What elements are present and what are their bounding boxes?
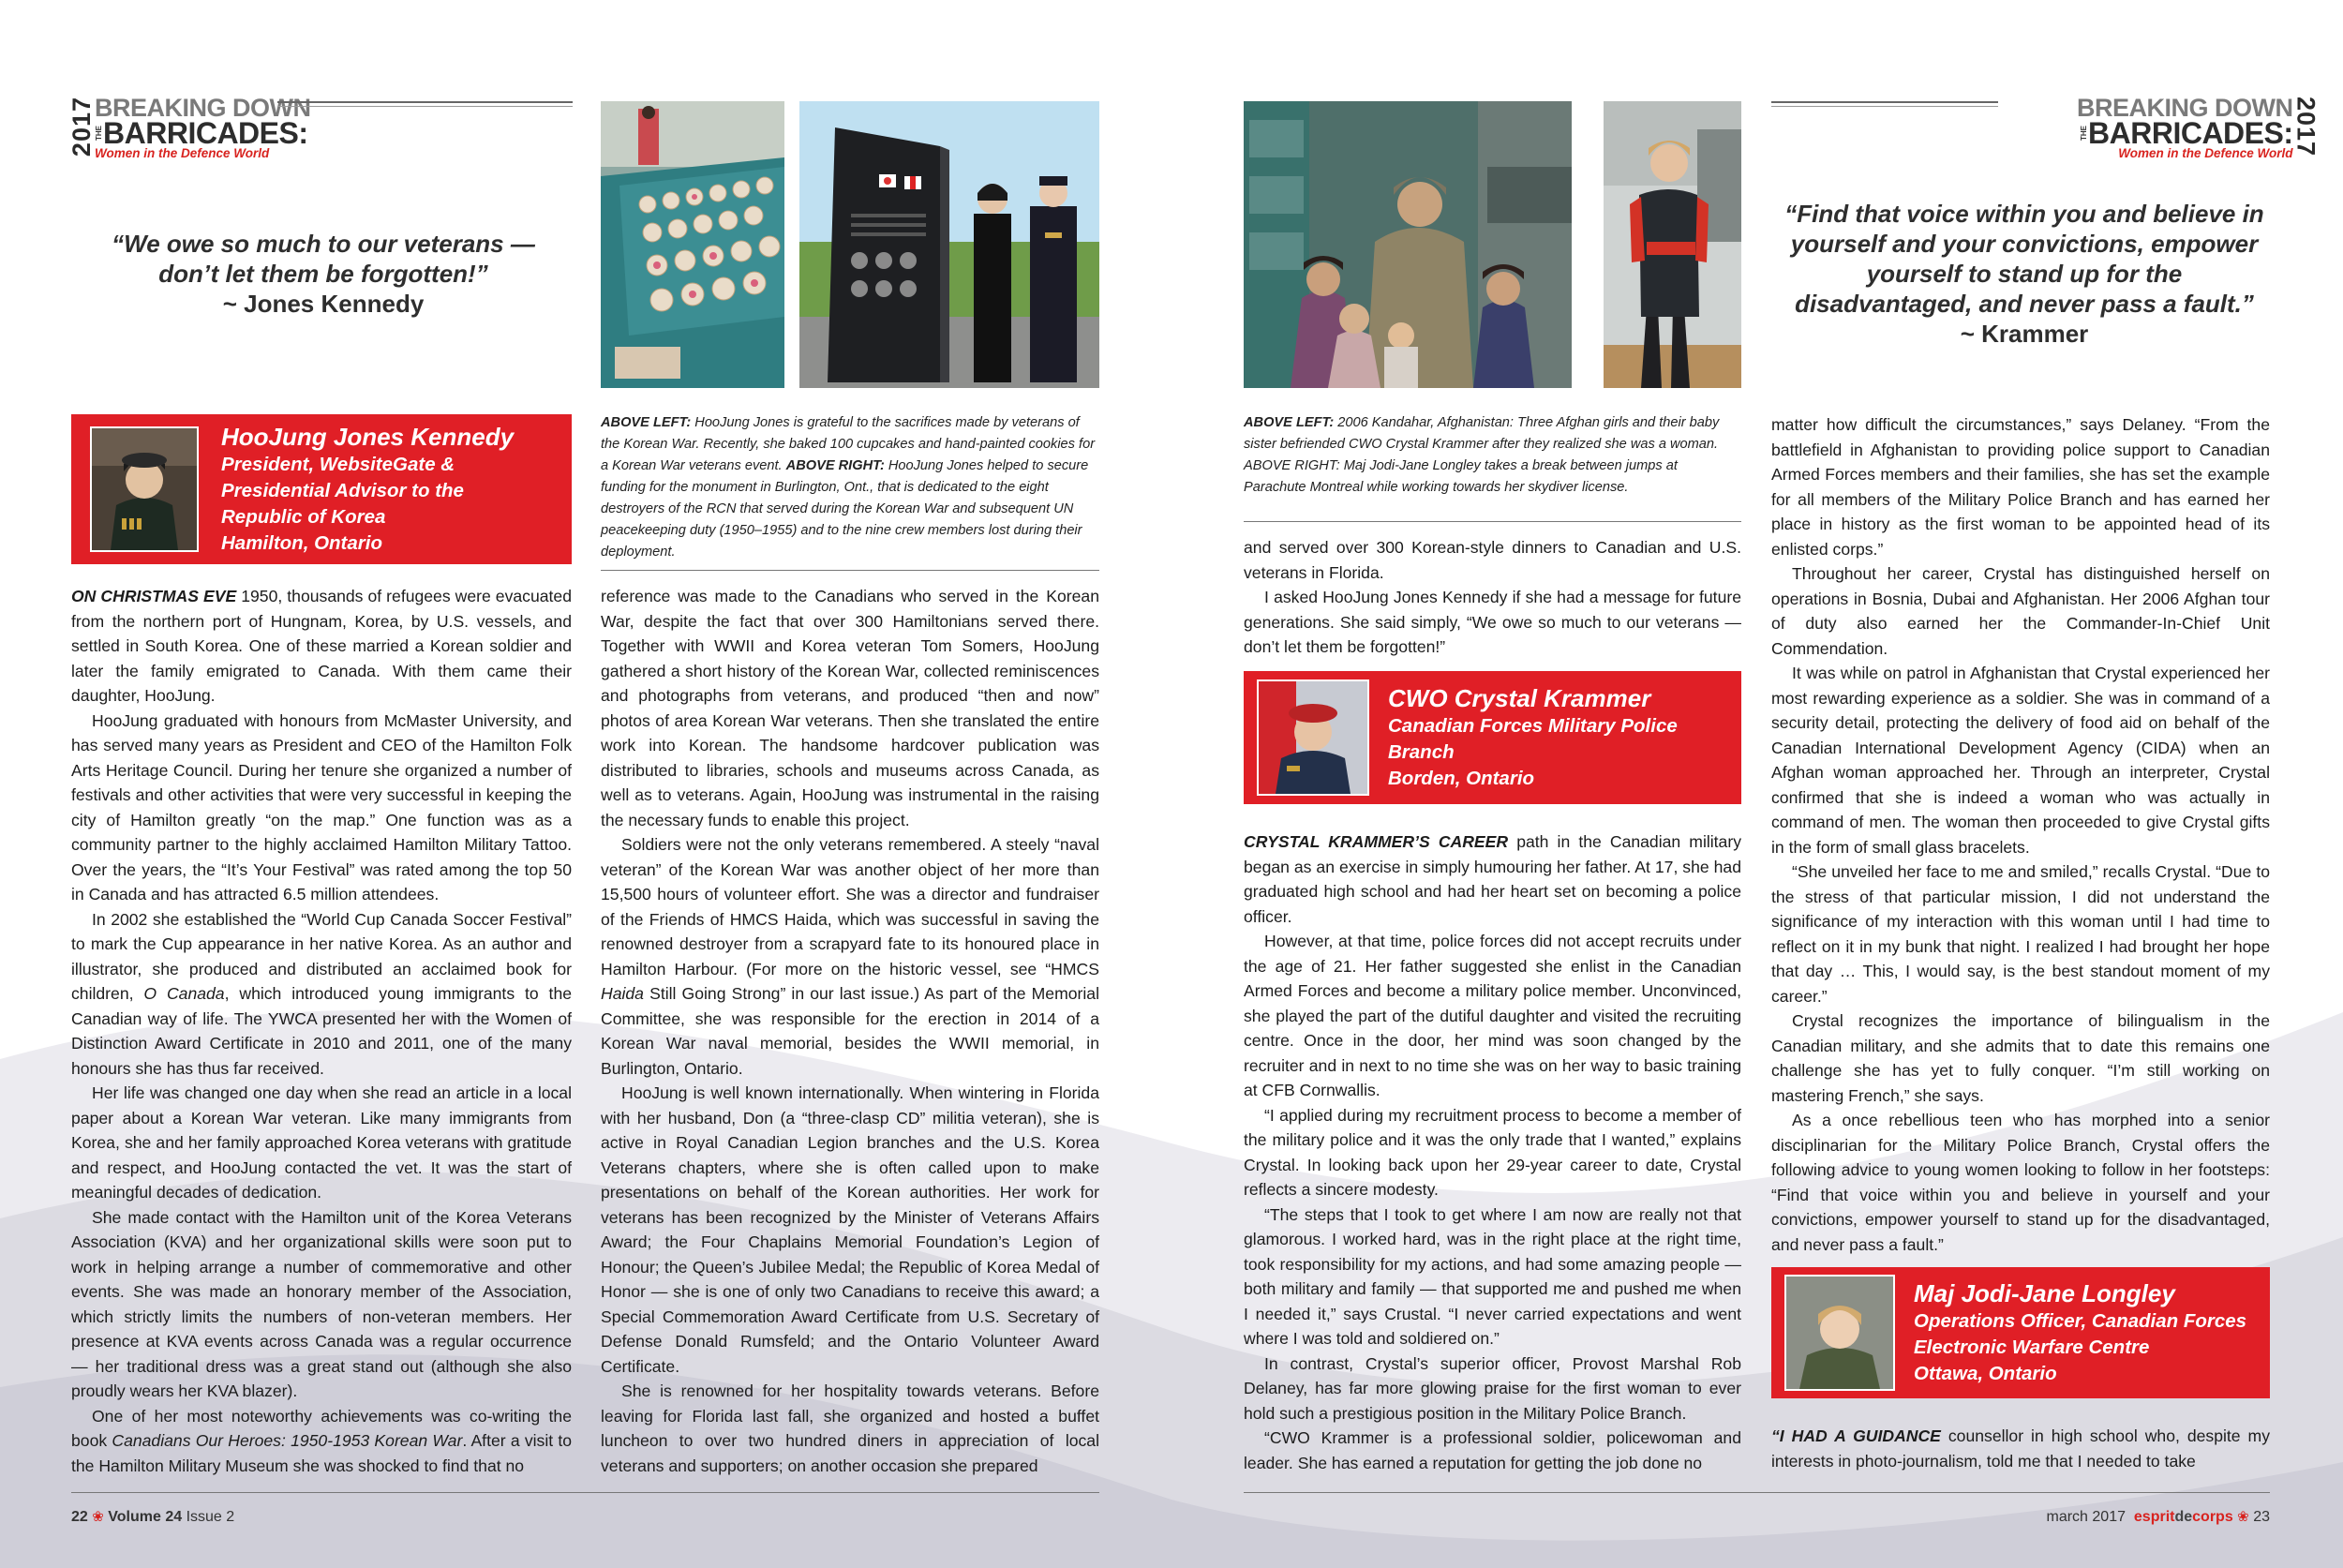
masthead-year-right: 2017 <box>2291 97 2321 157</box>
masthead-year: 2017 <box>67 97 96 157</box>
footer-rule-right <box>1244 1492 2270 1493</box>
footer-rule <box>71 1492 1099 1493</box>
masthead-rule-right <box>1771 101 1998 107</box>
avatar-longley <box>1784 1275 1895 1391</box>
pull-quote: “We owe so much to our veterans — don’t let them be forgotten!” ~ Jones Kennedy <box>94 229 553 319</box>
article-column-3: and served over 300 Korean-style dinners to Canadian and U.S. veterans in Florida. I asked HooJung Jones Kennedy if she had a message for future generations. She said simply, “We owe so much to our veterans — don’t let them be forgotten!” <box>1244 538 1741 656</box>
avatar-krammer <box>1257 679 1369 796</box>
avatar-hoojung <box>90 426 199 552</box>
profile-name-longley: Maj Jodi-Jane Longley <box>1914 1279 2175 1307</box>
article-column-4b: “I HAD A GUIDANCE counsellor in high school who, despite my interests in photo-journalism, told me that I needed to take <box>1771 1426 2270 1471</box>
magazine-brand: espritdecorps <box>2133 1509 2233 1525</box>
photo-monument <box>799 101 1099 388</box>
masthead-subtitle-right: Women in the Defence World <box>2118 146 2293 160</box>
right-page <box>1172 0 2343 1568</box>
pull-quote-attribution: ~ Jones Kennedy <box>222 290 425 318</box>
masthead-the-right: THE <box>2080 126 2088 141</box>
photo-cupcakes <box>601 101 784 388</box>
masthead-line1-right: BREAKING DOWN <box>2077 94 2293 122</box>
masthead-subtitle: Women in the Defence World <box>95 146 270 160</box>
article-column-4: matter how difficult the circumstances,” says Delaney. “From the battlefield in Afghanistan to providing police support to Canadian Armed Forces members and their families, she has set the example for all members of the Military Police Branch and has earned her place in history as the first woman to be appointed head of its enlisted corps.” Throughout her career, Crystal has distinguished herself on operations in Bosnia, Dubai and Afghanistan. Her 2006 Afghan tour of duty also earned her the Commander-In-Chief Unit Commendation. It was while on patrol in Afghanistan that Crystal experienced her most rewarding experience as a soldier. She was in command of a security detail, protecting the delivery of food aid on behalf of the Canadian International Development Agency (CIDA) when an Afghan woman approached her. Through an interpreter, Crystal confirmed that she is indeed a woman who was actually in command of men. The woman then proceeded to give Crystal gifts in the form of small glass bracelets. “She unveiled her face to me and smiled,” recalls Crystal. “Due to the stress of that particular mission, I did not understand the significance of my interaction with this woman until I had time to reflect on it in my bunk that night. I realized I had brought her hope that day … This, I would say, is the best standout moment of my career.” Crystal recognizes the importance of bilingualism in the Canadian military, and she admits that to date this remains one challenge she has yet to fully conquer. “I’m still working on mastering French,” she says. As a once rebellious teen who has morphed into a senior disciplinarian for the Military Police Branch, Crystal offers the following advice to young women looking to follow in her footsteps: “Find that voice within you and believe in yourself and your convictions, empower yourself to stand up for the disadvantaged, and never pass a fault.” <box>1771 415 2270 1254</box>
article-column-3b: CRYSTAL KRAMMER’S CAREER path in the Canadian military began as an exercise in simply humouring her father. At 17, she had graduated high school and had her heart set on becoming a police officer. However, at that time, police forces did not accept recruits under the age of 21. Her father suggested she enlist in the Canadian Armed Forces and become a military police member. Unconvinced, she played the part of the dutiful daughter and visited the recruiting centre. Once in the door, her mind was soon changed by the recruiter and in next to no time she was on her way to basic training at CFB Cornwallis. “I applied during my recruitment process to become a member of the military police and it was the only trade that I wanted,” explains Crystal. In looking back upon her 29-year career to date, Crystal reflects a sincere modesty. “The steps that I took to get where I am now are really not that glamorous. I worked hard, was in the right place at the right time, took responsibility for my actions, and had some amazing people — both military and family — that supported me and pushed me when I needed it,” says Crustal. “I never carried expectations and went where I was told and soldiered on.” In contrast, Crystal’s superior officer, Provost Marshal Rob Delaney, has far more glowing praise for the first woman to ever hold such a prestigious position in the Military Police Branch. “CWO Krammer is a professional soldier, policewoman and leader. She has earned a reputation for getting the job done no <box>1244 832 1741 1472</box>
photo-kandahar <box>1244 101 1572 388</box>
footer-folio-right: march 2017 espritdecorps ❀ 23 <box>2046 1509 2270 1525</box>
maple-leaf-icon: ❀ <box>2237 1509 2249 1525</box>
article-column-2: reference was made to the Canadians who served in the Korean War, despite the fact that over 300 Hamiltonians served there. Together with WWII and Korea veteran Tom Somers, HooJung gathered a short history of the Korean War, collected reminiscences and photographs from veterans, and produced “then and now” photos of area Korean War veterans. Then she translated the entire work into Korean. The handsome hardcover publication was distributed to libraries, schools and museums across Canada, as well as to veterans. Again, HooJung was instrumental in the raising the necessary funds to enable this project. Soldiers were not the only veterans remembered. A steely “naval veteran” of the Korean War was another object of her more than 15,500 hours of volunteer effort. She was a director and fundraiser of the Friends of HMCS Haida, which was successful in saving the renowned destroyer from a scrapyard fate to its honoured place in Hamilton Harbour. (For more on the historic vessel, see “HMCS Haida Still Going Strong” in our last issue.) As part of the Memorial Committee, she was responsible for the erection in 2014 of a Korean War naval memorial, besides the WWII memorial, in Burlington, Ontario. HooJung is well known internationally. When wintering in Florida with her husband, Don (a “three-clasp CD” militia veteran), she is active in Royal Canadian Legion branches and the U.S. Korea Veterans chapters, where she is often called upon to make presentations on behalf of the Korean authorities. Her work for veterans has been recognized by the Minister of Veterans Affairs Award; the Four Chaplains Memorial Foundation’s Legion of Honour; the Queen’s Jubilee Medal; the Republic of Korea Medal of Honor — she is one of only two Canadians to receive this award; a Special Commemoration Award Certificate from U.S. Secretary of Defense Donald Rumsfeld; and the Ontario Volunteer Award Certificate. She is renowned for her hospitality towards veterans. Before leaving for Florida last fall, she organized and hosted a buffet luncheon to over two hundred diners in appreciation of local veterans and supporters; on another occasion she prepared <box>601 587 1099 1475</box>
lead-in-krammer: CRYSTAL KRAMMER’S CAREER <box>1244 832 1509 851</box>
photo-caption-right: ABOVE LEFT: 2006 Kandahar, Afghanistan: Three Afghan girls and their baby sister befriended CWO Crystal Krammer after they realized she was a woman. ABOVE RIGHT: Maj Jodi-Jane Longley takes a break between jumps at Parachute Montreal while working towards her skydiver license. <box>1244 415 1720 495</box>
masthead-rule <box>277 101 573 107</box>
caption-rule <box>601 570 1099 571</box>
maple-leaf-icon: ❀ <box>92 1509 104 1525</box>
pull-quote-attribution-right: ~ Krammer <box>1960 320 2089 348</box>
profile-box-krammer: CWO Crystal Krammer Canadian Forces Military Police Branch Borden, Ontario <box>1244 671 1741 804</box>
photo-caption: ABOVE LEFT: HooJung Jones is grateful to the sacrifices made by veterans of the Korean War. Recently, she baked 100 cupcakes and hand-painted cookies for a Korean War veterans event. ABOVE RIGHT: HooJung Jones helped to secure funding for the monument in Burlington, Ont., that is dedicated to the eight destroyers of the RCN that served during the Korean War and subsequent UN peacekeeping duty (1950–1955) and to the nine crew members lost during their deployment. <box>601 415 1096 560</box>
lead-in: ON CHRISTMAS EVE <box>71 587 237 605</box>
masthead-line2-right: BARRICADES: <box>2088 116 2293 150</box>
profile-name-krammer: CWO Crystal Krammer <box>1388 684 1651 712</box>
masthead-line2: BARRICADES: <box>103 116 308 150</box>
masthead-the: THE <box>95 126 103 141</box>
photo-skydiver <box>1604 101 1741 388</box>
profile-box-hoojung: HooJung Jones Kennedy President, WebsiteGate & Presidential Advisor to the Republic of Korea Hamilton, Ontario <box>71 414 572 564</box>
masthead-line1: BREAKING DOWN <box>95 94 311 122</box>
masthead <box>67 94 311 160</box>
article-column-1: ON CHRISTMAS EVE 1950, thousands of refugees were evacuated from the northern port of Hungnam, Korea, by U.S. vessels, and settled in South Korea. One of these married a Korean soldier and later the family emigrated to Canada. With them came their daughter, HooJung. HooJung graduated with honours from McMaster University, and has served many years as President and CEO of the Hamilton Folk Arts Heritage Council. During her tenure she organized a number of festivals and other activities that were very successful in keeping the city of Hamilton greatly “on the map.” One function was as a community partner to the highly acclaimed Hamilton Military Tattoo. Over the years, the “It’s Your Festival” was rated among the top 50 in Canada and has attracted 6.5 million attendees. In 2002 she established the “World Cup Canada Soccer Festival” to mark the Cup appearance in her native Korea. As an author and illustrator, she produced and distributed an acclaimed book for children, O Canada, which introduced young immigrants to the Canadian way of life. The YWCA presented her with the Women of Distinction Award Certificate in 2010 and 2011, one of the many honours she has thus far received. Her life was changed one day when she read an article in a local paper about a Korean War veteran. Like many immigrants from Korea, she and her family approached Korea veterans with gratitude and respect, and HooJung contacted the vet. It was the start of meaningful decades of dedication. She made contact with the Hamilton unit of the Korea Veterans Association (KVA) and her organizational skills were soon put to work in helping arrange a number of commemorative and other events. She was made an honorary member of the Association, which strictly limits the numbers of non-veteran members. Her presence at KVA events across Canada was a regular occurrence — her traditional dress was a great stand out (although she also proudly wears her KVA blazer). One of her most noteworthy achievements was co-writing the book Canadians Our Heroes: 1950-1953 Korean War. After a visit to the Hamilton Military Museum she was shocked to find that no <box>71 587 573 1475</box>
lead-in-longley: “I HAD A GUIDANCE <box>1771 1426 1941 1445</box>
caption-rule-right <box>1244 521 1741 522</box>
masthead-right <box>2077 94 2321 160</box>
profile-name: HooJung Jones Kennedy <box>221 423 515 451</box>
profile-box-longley: Maj Jodi-Jane Longley Operations Officer, Canadian Forces Electronic Warfare Centre Ottawa, Ontario <box>1771 1267 2270 1398</box>
pull-quote-right: “Find that voice within you and believe in yourself and your convictions, empower yourself to stand up for the disadvantaged, and never pass a fault.” ~ Krammer <box>1781 199 2268 349</box>
footer-folio: 22 ❀ Volume 24 Issue 2 <box>71 1509 235 1525</box>
